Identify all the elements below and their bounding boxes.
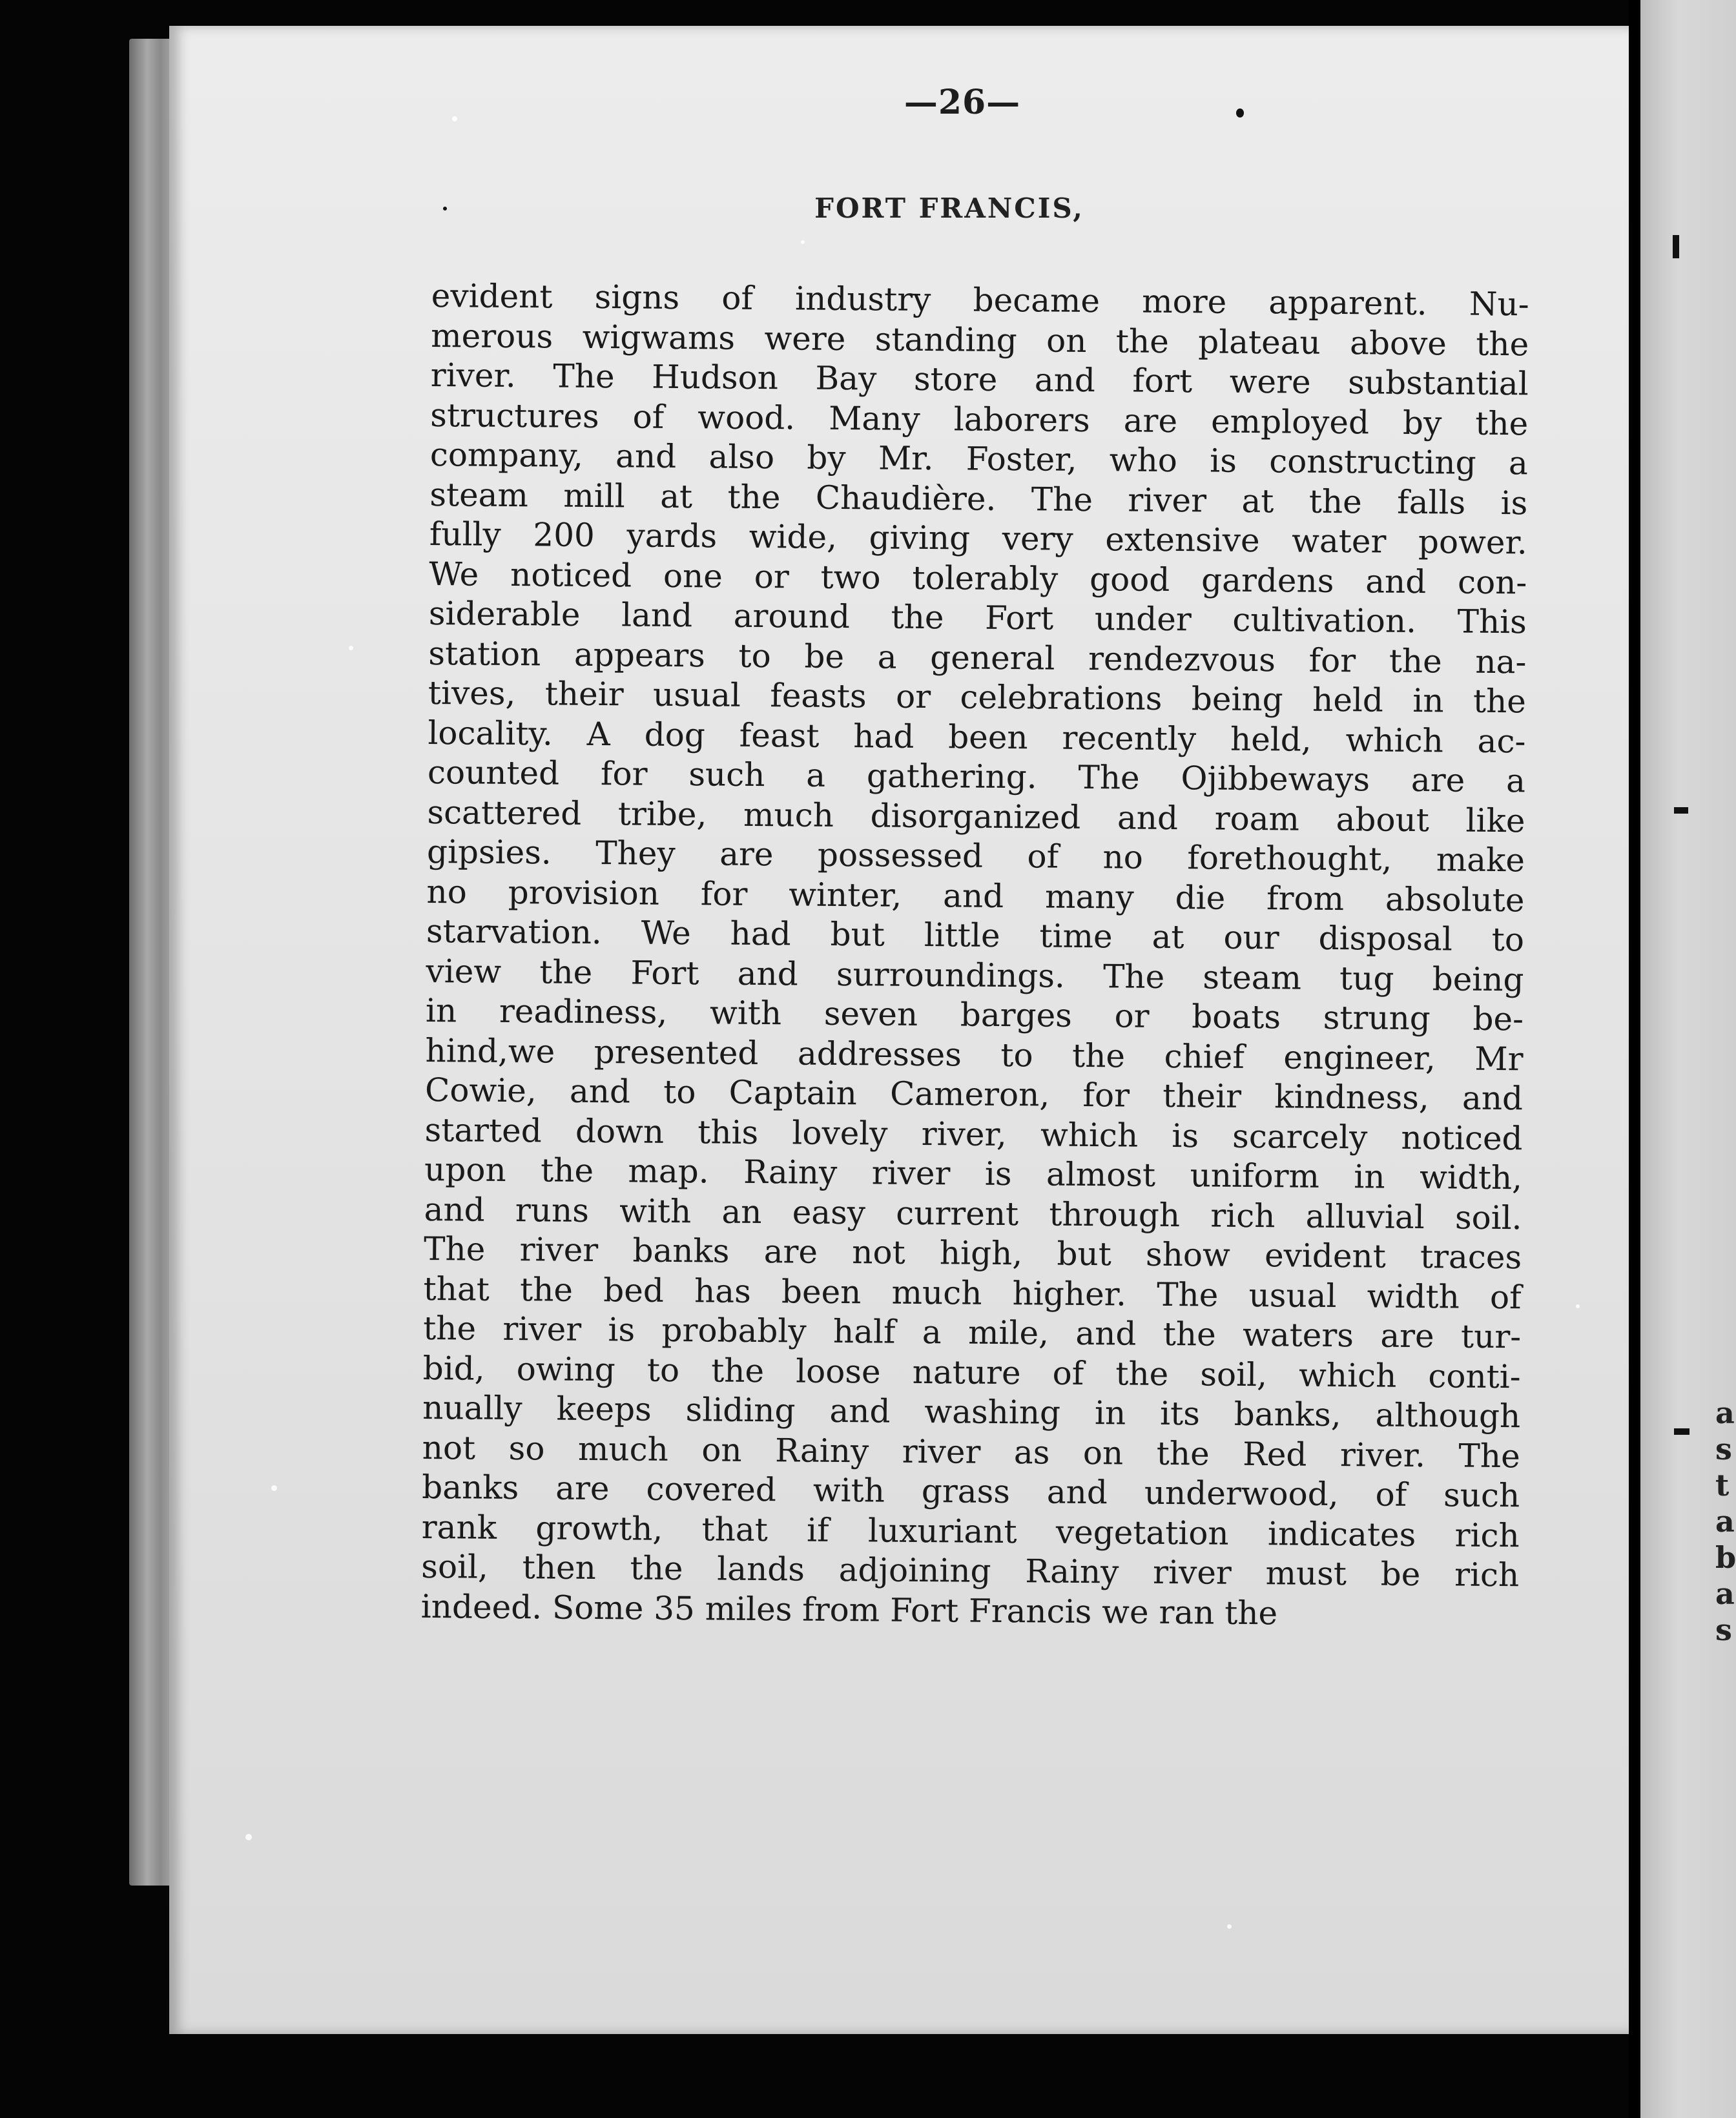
text-line: soil, then the lands adjoining Rainy river must be rich xyxy=(421,1547,1520,1594)
text-line: that the bed has been much higher. The usual width of xyxy=(423,1270,1522,1316)
scan-speck xyxy=(1227,1924,1232,1929)
text-line: banks are covered with grass and underwood, of such xyxy=(422,1468,1520,1515)
text-line: locality. A dog feast had been recently held, which ac- xyxy=(428,714,1526,760)
text-line: station appears to be a general rendezvous for the na- xyxy=(428,634,1527,681)
body-text xyxy=(421,276,1529,1635)
facing-page-letter: s xyxy=(1715,1612,1732,1647)
text-line: structures of wood. Many laborers are employed by the xyxy=(430,396,1529,442)
text-line: hind,we presented addresses to the chief engineer, Mr xyxy=(425,1031,1524,1078)
scan-mark xyxy=(1236,108,1244,118)
text-line: bid, owing to the loose nature of the soil, which conti- xyxy=(422,1349,1521,1395)
text-line: nually keeps sliding and washing in its banks, although xyxy=(422,1388,1521,1435)
facing-page-letter: a xyxy=(1715,1395,1735,1430)
scan-speck xyxy=(1576,1304,1580,1308)
text-line: indeed. Some 35 miles from Fort Francis we ran the xyxy=(420,1587,1278,1632)
text-line: counted for such a gathering. The Ojibbeways are a xyxy=(427,753,1526,800)
text-line: upon the map. Rainy river is almost uniform in width, xyxy=(424,1150,1523,1197)
text-line: view the Fort and surroundings. The steam tug being xyxy=(426,952,1524,998)
text-line: the river is probably half a mile, and the waters are tur- xyxy=(422,1309,1522,1356)
scan-mark xyxy=(1674,807,1688,814)
text-line: scattered tribe, much disorganized and roam about like xyxy=(427,793,1525,839)
scan-speck xyxy=(452,116,457,121)
text-line: not so much on Rainy river as on the Red river. The xyxy=(422,1428,1520,1475)
text-line: no provision for winter, and many die from absolute xyxy=(426,872,1525,919)
text-line: The river banks are not high, but show evident traces xyxy=(423,1229,1522,1277)
text-line: river. The Hudson Bay store and fort were substantial xyxy=(430,356,1529,403)
text-line: evident signs of industry became more apparent. Nu- xyxy=(431,276,1529,324)
facing-page-edge xyxy=(1640,0,1736,2118)
text-line: siderable land around the Fort under cultivation. This xyxy=(428,594,1527,641)
facing-page-letter: t xyxy=(1715,1468,1730,1503)
text-line: company, and also by Mr. Foster, who is constructing a xyxy=(429,435,1529,482)
facing-page-text xyxy=(1715,1395,1736,1648)
scan-speck xyxy=(349,646,353,650)
facing-page-letter: a xyxy=(1715,1504,1735,1539)
scan-speck xyxy=(801,240,805,244)
text-line: tives, their usual feasts or celebrations being held in the xyxy=(428,673,1527,721)
text-line: merous wigwams were standing on the plateau above the xyxy=(431,316,1529,363)
running-head: FORT FRANCIS, xyxy=(814,192,1084,224)
scan-mark xyxy=(1673,235,1679,258)
scan-speck xyxy=(271,1485,277,1491)
facing-page-letter: b xyxy=(1715,1540,1736,1575)
scan-mark xyxy=(443,207,447,211)
facing-page-letter: a xyxy=(1715,1576,1735,1611)
text-line: rank growth, that if luxuriant vegetation indicates rich xyxy=(421,1508,1520,1554)
scan-speck xyxy=(245,1834,252,1840)
scan-mark xyxy=(1674,1428,1690,1435)
page-gutter xyxy=(1629,0,1640,2118)
text-line: started down this lovely river, which is scarcely noticed xyxy=(424,1111,1523,1157)
text-line: Cowie, and to Captain Cameron, for their kindness, and xyxy=(424,1071,1524,1118)
text-line: in readiness, with seven barges or boats strung be- xyxy=(425,991,1524,1038)
page-number: —26— xyxy=(904,83,1021,122)
text-line: steam mill at the Chaudière. The river at the falls is xyxy=(429,475,1528,522)
text-line: starvation. We had but little time at our disposal to xyxy=(426,912,1525,959)
text-line: gipsies. They are possessed of no forethought, make xyxy=(426,832,1525,879)
facing-page-letter: s xyxy=(1715,1432,1732,1466)
text-line: fully 200 yards wide, giving very extensive water power. xyxy=(429,515,1528,562)
text-line: We noticed one or two tolerably good gardens and con- xyxy=(429,555,1527,601)
text-line: and runs with an easy current through rich alluvial soil. xyxy=(424,1190,1522,1237)
